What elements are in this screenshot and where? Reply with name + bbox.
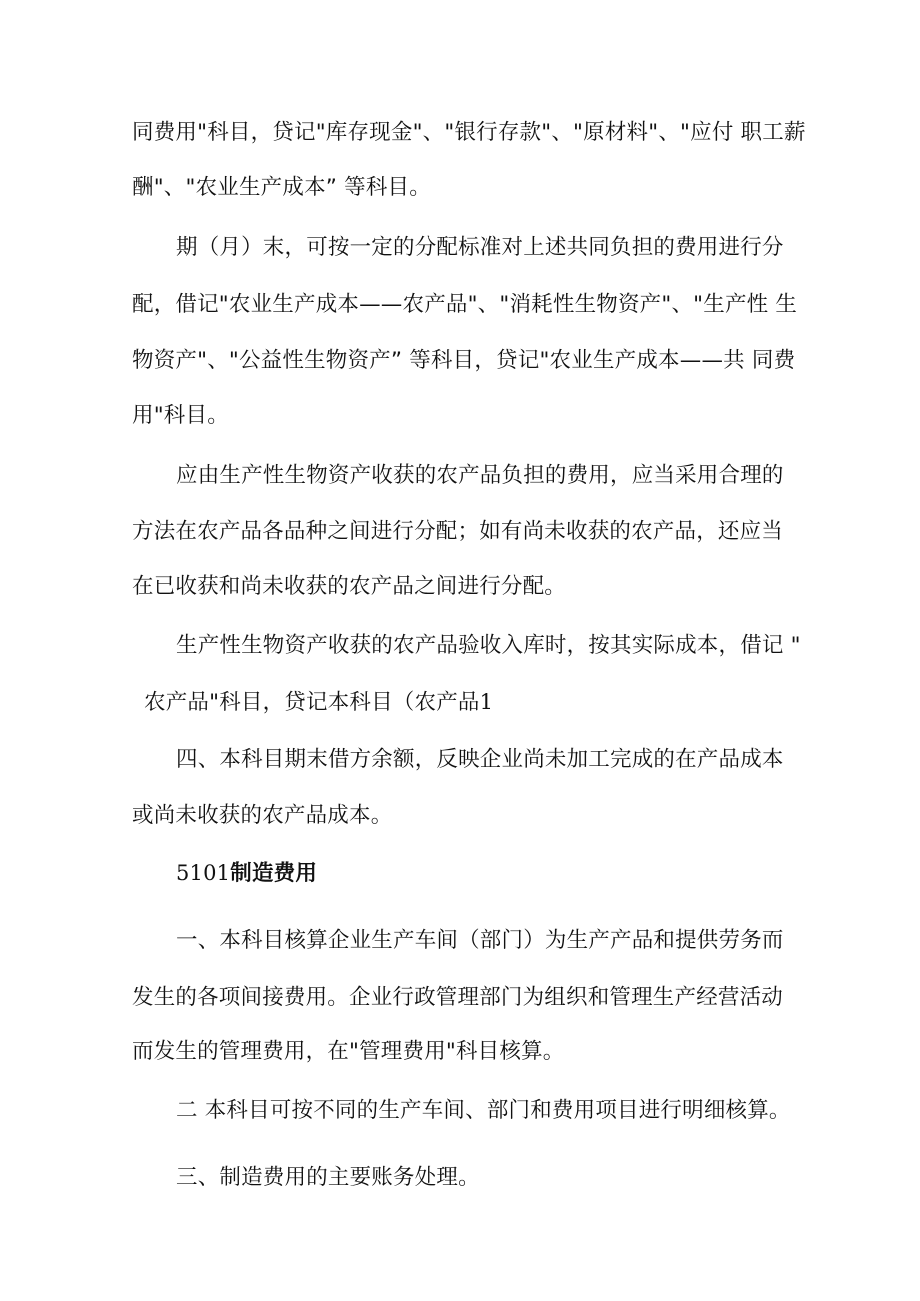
paragraph-line: 一、本科目核算企业生产车间（部门）为生产产品和提供劳务而: [176, 928, 784, 953]
paragraph-line: 而发生的管理费用，在"管理费用"科目核算。: [132, 1039, 565, 1064]
trailing-number: 1: [479, 690, 494, 714]
paragraph-text: 农产品"科目，贷记本科目（农产品: [144, 690, 480, 715]
paragraph-line: 发生的各项间接费用。企业行政管理部门为组织和管理生产经营活动: [132, 985, 784, 1010]
paragraph-line: [144, 687, 493, 718]
section-title: 制造费用: [230, 861, 318, 886]
paragraph-line: 四、本科目期末借方余额，反映企业尚未加工完成的在产品成本: [176, 747, 784, 772]
paragraph-line: 期（月）末，可按一定的分配标准对上述共同负担的费用进行分: [176, 235, 784, 260]
paragraph-line: 酬"、"农业生产成本” 等科目。: [132, 175, 431, 200]
paragraph-line: 或尚未收获的农产品成本。: [132, 803, 393, 828]
paragraph-line: 同费用"科目，贷记"库存现金"、"银行存款"、"原材料"、"应付 职工薪: [132, 120, 806, 145]
paragraph-line: 方法在农产品各品种之间进行分配；如有尚未收获的农产品，还应当: [132, 519, 784, 544]
paragraph-line: 二 本科目可按不同的生产车间、部门和费用项目进行明细核算。: [176, 1098, 791, 1123]
paragraph-line: 三、制造费用的主要账务处理。: [176, 1165, 480, 1190]
paragraph-line: 在已收获和尚未收获的农产品之间进行分配。: [132, 574, 567, 599]
paragraph-line: 配，借记"农业生产成本——农产品"、"消耗性生物资产"、"生产性 生: [132, 292, 798, 317]
paragraph-line: 应由生产性生物资产收获的农产品负担的费用，应当采用合理的: [176, 463, 784, 488]
section-code: 5101: [176, 861, 231, 885]
paragraph-line: 物资产"、"公益性生物资产” 等科目，贷记"农业生产成本——共 同费: [132, 348, 796, 373]
paragraph-line: 用"科目。: [132, 403, 229, 428]
section-heading: [176, 858, 317, 889]
paragraph-line: 生产性生物资产收获的农产品验收入库时，按其实际成本，借记 ": [176, 633, 801, 658]
